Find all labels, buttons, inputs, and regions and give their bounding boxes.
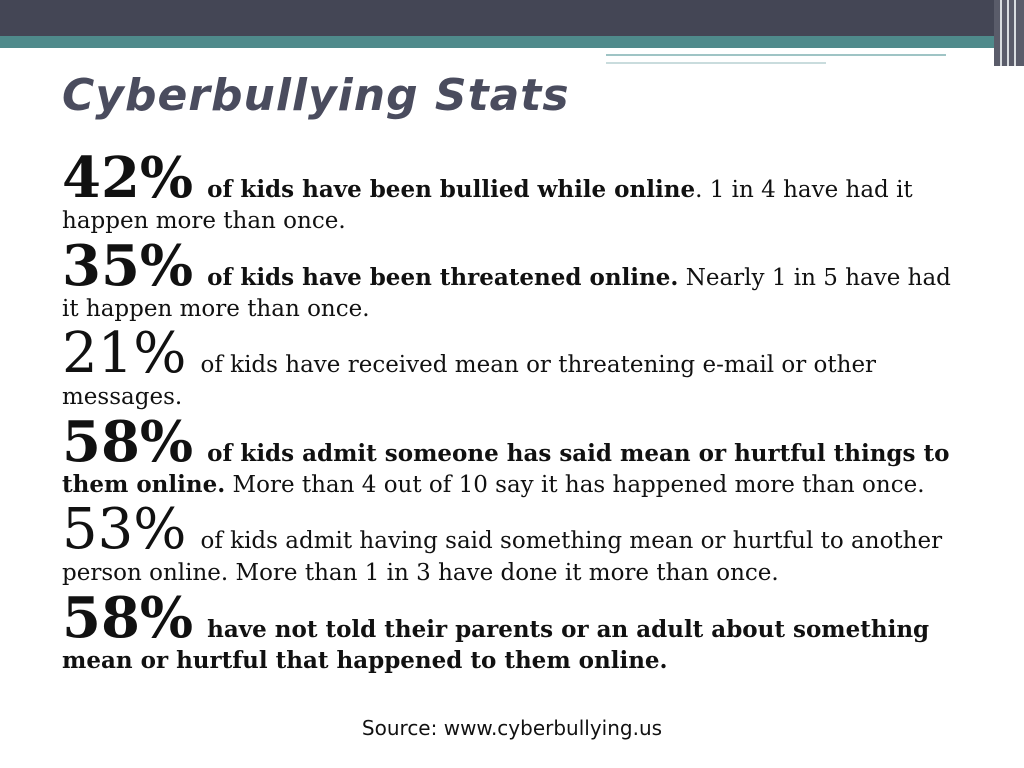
stat-number: 58%	[62, 409, 194, 475]
header-vertical-stripes	[994, 0, 1024, 66]
stat-number: 35%	[62, 233, 194, 299]
stat-number: 42%	[62, 145, 194, 211]
stat-detail: More than 4 out of 10 say it has happened more than once.	[225, 472, 925, 498]
stats-list	[62, 145, 972, 678]
stat-lead: of kids admit someone has said mean or hurtful things to them online.	[62, 440, 950, 498]
source-citation: Source: www.cyberbullying.us	[361, 716, 663, 740]
stripe	[1007, 0, 1009, 66]
stat-item	[62, 409, 972, 500]
stat-lead: of kids have been threatened online.	[207, 264, 679, 291]
stat-item	[62, 585, 972, 676]
header-decor-line	[606, 54, 946, 56]
stat-item	[62, 145, 972, 236]
stat-detail: of kids have received mean or threatening e-mail or other messages.	[62, 352, 877, 410]
header-accent-band	[0, 36, 1024, 48]
header-decor-line	[606, 62, 826, 64]
stat-number: 53%	[62, 497, 187, 562]
stat-number: 58%	[62, 585, 194, 651]
stat-detail: . 1 in 4 have had it happen more than once.	[62, 177, 913, 234]
stat-item	[62, 233, 972, 324]
stripe	[1014, 0, 1016, 66]
stat-detail: Nearly 1 in 5 have had it happen more than once.	[62, 265, 951, 322]
header-band	[0, 0, 1024, 36]
stat-lead: of kids have been bullied while online	[207, 176, 696, 203]
stat-lead: have not told their parents or an adult about something mean or hurtful that happened to them online.	[62, 616, 930, 674]
stat-item	[62, 321, 972, 412]
stripe	[1000, 0, 1002, 66]
stat-detail: of kids admit having said something mean or hurtful to another person online. More than 1 in 3 have done it more than once.	[62, 528, 943, 586]
slide-title: Cyberbullying Stats	[62, 70, 570, 121]
stat-number: 21%	[62, 321, 187, 386]
stat-item	[62, 497, 972, 588]
